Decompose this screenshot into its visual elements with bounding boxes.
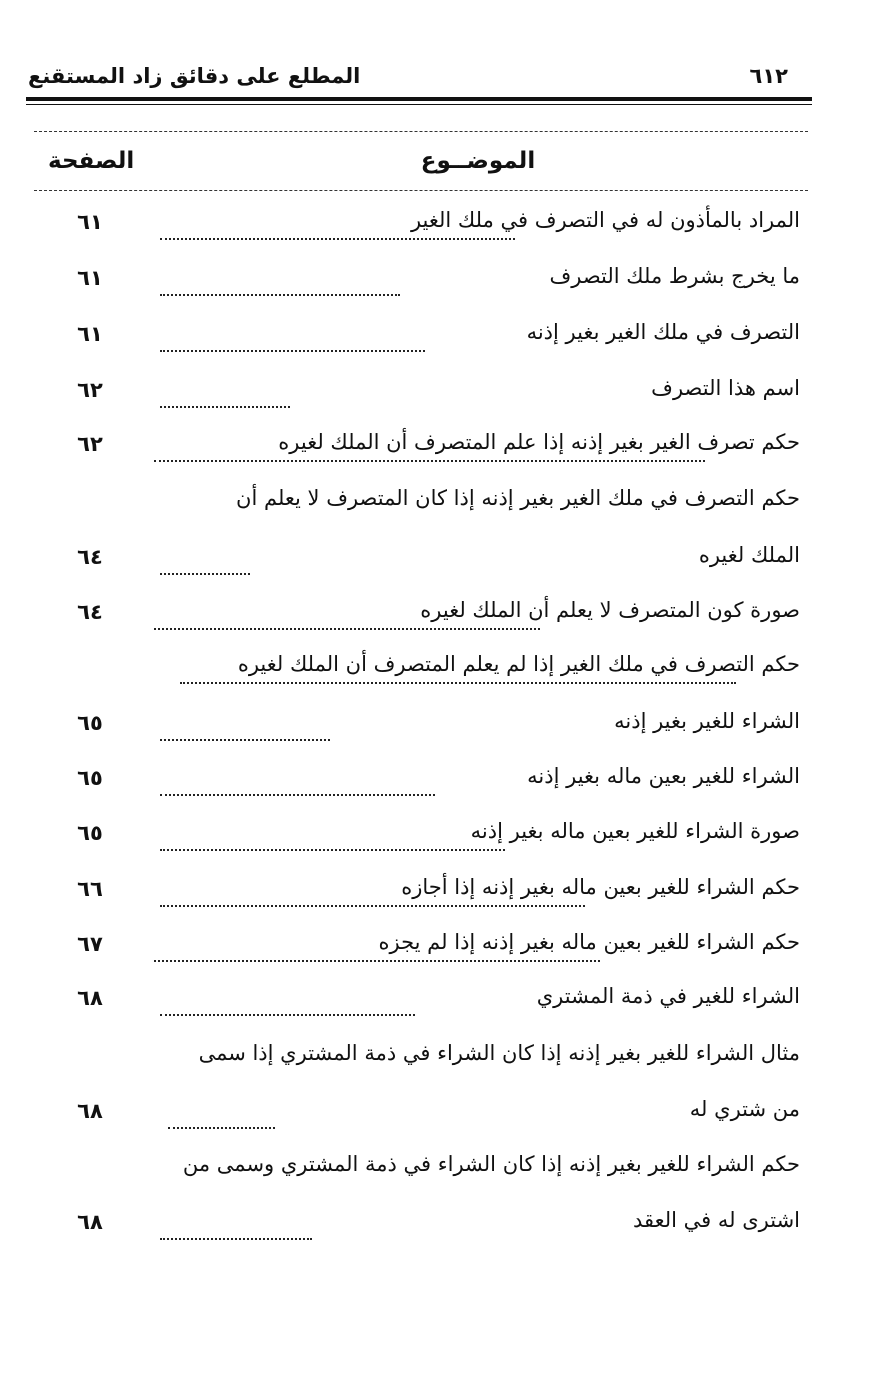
toc-entry xyxy=(140,598,800,638)
toc-entry xyxy=(140,320,800,360)
toc-entry xyxy=(140,376,800,416)
leader-dots xyxy=(168,1127,275,1129)
page-column-heading: الصفحة xyxy=(48,148,135,174)
entry-page-number: ٦٦ xyxy=(77,877,103,901)
entry-title: حكم تصرف الغير بغير إذنه إذا علم المتصرف أن الملك لغيره xyxy=(278,430,800,454)
entry-page-number: ٦١ xyxy=(77,322,103,346)
toc-entry xyxy=(140,430,800,470)
leader-dots xyxy=(160,905,585,907)
toc-entry xyxy=(140,984,800,1024)
running-header xyxy=(26,56,812,96)
header-rule-thin xyxy=(26,104,812,105)
leader-dots xyxy=(160,1238,312,1240)
entry-title: الشراء للغير بغير إذنه xyxy=(614,709,800,733)
entry-title: حكم الشراء للغير بعين ماله بغير إذنه إذا لم يجزه xyxy=(378,930,800,954)
entry-title: الشراء للغير في ذمة المشتري xyxy=(536,984,800,1008)
entry-title: صورة كون المتصرف لا يعلم أن الملك لغيره xyxy=(420,598,800,622)
toc-entry xyxy=(140,930,800,970)
entry-title: حكم الشراء للغير بغير إذنه إذا كان الشراء في ذمة المشتري وسمى من xyxy=(182,1152,800,1176)
entry-page-number: ٦٥ xyxy=(77,821,103,845)
toc-entry xyxy=(140,764,800,804)
entry-title: الشراء للغير بعين ماله بغير إذنه xyxy=(527,764,800,788)
divider-top xyxy=(34,131,808,132)
entry-title: صورة الشراء للغير بعين ماله بغير إذنه xyxy=(470,819,800,843)
entry-title: المراد بالمأذون له في التصرف في ملك الغير xyxy=(410,208,800,232)
entry-page-number: ٦٤ xyxy=(77,545,103,569)
entry-title: حكم التصرف في ملك الغير بغير إذنه إذا كان المتصرف لا يعلم أن xyxy=(236,486,800,510)
entry-page-number: ٦٢ xyxy=(77,378,103,402)
entry-title: من شتري له xyxy=(689,1097,800,1121)
leader-dots xyxy=(154,460,705,462)
topic-column-heading: الموضــوع xyxy=(420,148,536,174)
book-title: المطلع على دقائق زاد المستقنع xyxy=(28,64,361,88)
entry-title: التصرف في ملك الغير بغير إذنه xyxy=(526,320,800,344)
entry-title: حكم التصرف في ملك الغير إذا لم يعلم المتصرف أن الملك لغيره xyxy=(237,652,800,676)
toc-entry xyxy=(140,875,800,915)
leader-dots xyxy=(160,238,515,240)
entry-page-number: ٦١ xyxy=(77,266,103,290)
leader-dots xyxy=(160,406,290,408)
entry-title: اسم هذا التصرف xyxy=(651,376,800,400)
leader-dots xyxy=(154,960,600,962)
entry-title: مثال الشراء للغير بغير إذنه إذا كان الشراء في ذمة المشتري إذا سمى xyxy=(198,1041,800,1065)
toc-entry xyxy=(140,652,800,692)
toc-entry xyxy=(140,1152,800,1192)
entry-page-number: ٦٥ xyxy=(77,766,103,790)
entry-page-number: ٦٨ xyxy=(77,986,103,1010)
toc-entry xyxy=(140,264,800,304)
entry-page-number: ٦١ xyxy=(77,210,103,234)
toc-entry xyxy=(140,486,800,526)
leader-dots xyxy=(160,1014,415,1016)
leader-dots xyxy=(160,849,505,851)
toc-entry xyxy=(140,709,800,749)
header-rule-thick xyxy=(26,97,812,101)
entry-title: ما يخرج بشرط ملك التصرف xyxy=(549,264,800,288)
divider-bottom xyxy=(34,190,808,191)
entry-page-number: ٦٨ xyxy=(77,1210,103,1234)
leader-dots xyxy=(160,573,250,575)
leader-dots xyxy=(180,682,736,684)
toc-entry xyxy=(140,208,800,248)
toc-entry xyxy=(140,1097,800,1137)
leader-dots xyxy=(154,628,540,630)
leader-dots xyxy=(160,350,425,352)
entry-page-number: ٦٢ xyxy=(77,432,103,456)
leader-dots xyxy=(160,739,330,741)
entry-title: اشترى له في العقد xyxy=(632,1208,800,1232)
entry-page-number: ٦٧ xyxy=(77,932,103,956)
entry-page-number: ٦٥ xyxy=(77,711,103,735)
toc-entry xyxy=(140,543,800,583)
toc-entry xyxy=(140,1208,800,1248)
entry-page-number: ٦٨ xyxy=(77,1099,103,1123)
entry-page-number: ٦٤ xyxy=(77,600,103,624)
page-number: ٦١٢ xyxy=(749,64,788,88)
toc-entry xyxy=(140,1041,800,1081)
toc-entry xyxy=(140,819,800,859)
leader-dots xyxy=(160,794,435,796)
entry-title: حكم الشراء للغير بعين ماله بغير إذنه إذا أجازه xyxy=(401,875,800,899)
entry-title: الملك لغيره xyxy=(698,543,800,567)
leader-dots xyxy=(160,294,400,296)
